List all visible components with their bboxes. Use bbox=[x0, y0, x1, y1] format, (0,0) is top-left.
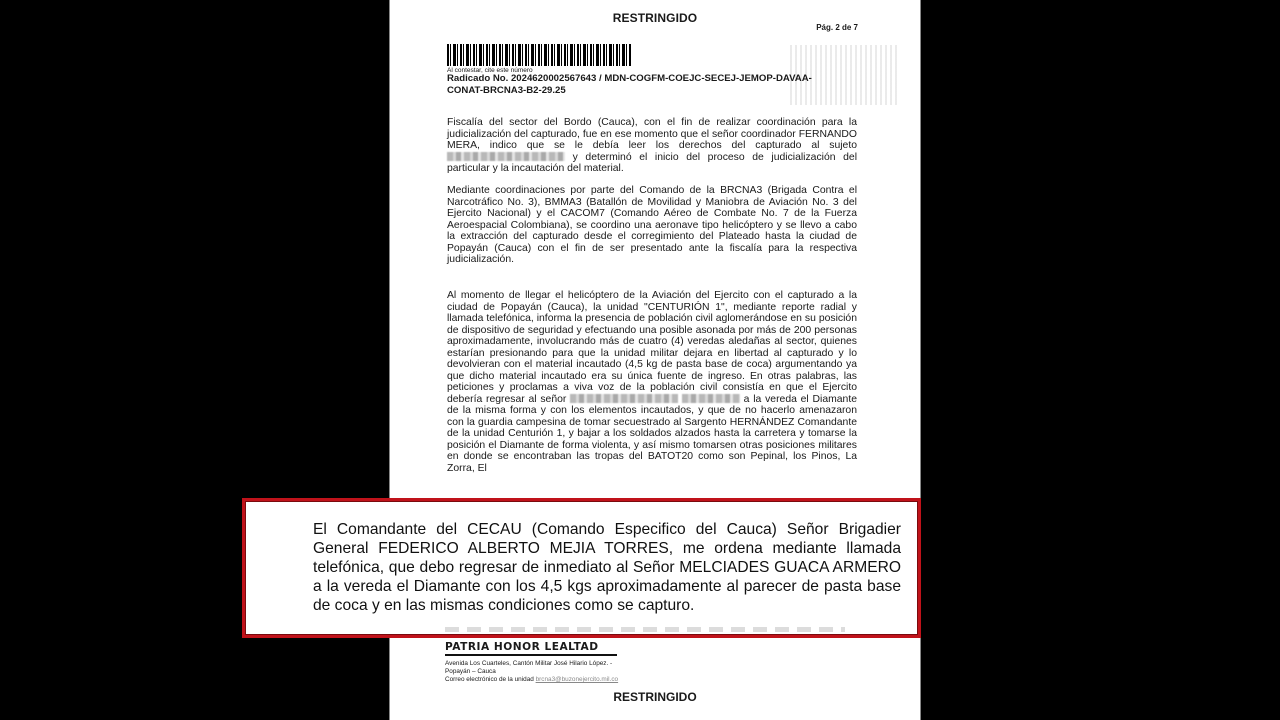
email-label: Correo electrónico de la unidad bbox=[445, 676, 536, 683]
page-number: Pág. 2 de 7 bbox=[816, 23, 858, 32]
address-line-1: Avenida Los Cuarteles, Cantón Militar José Hilario López. - bbox=[445, 660, 613, 667]
paragraph-3-text-a: Al momento de llegar el helicóptero de la Aviación del Ejercito con el capturado a la ciudad de Popayán (Cauca), la unidad "CENTURIÓN 1", mediante reporte radial y llamada telefónica, informa la presencia de población civil aglomerándose en su posición de dispositivo de seguridad y efectuando una posible asonada por más de 200 personas aproximadamente, involucrando más de cuatro (4) veredas aledañas al sector, quienes estarían presionando para que la unidad militar dejara en libertad al capturado y lo devolvieran con el material incautado (4,5 kg de pasta base de coca) argumentando ya que dicho material incautado era su única fuente de ingreso. En otras palabras, las peticiones y proclamas a viva voz de la población civil consistía en que el Ejercito debería regresar al señor bbox=[447, 290, 857, 405]
paragraph-1 bbox=[447, 117, 857, 175]
header-classification: RESTRINGIDO bbox=[612, 11, 698, 25]
email-link[interactable]: brcna3@buzonejercito.mil.co bbox=[535, 676, 619, 683]
cut-off-text-line bbox=[445, 627, 845, 632]
paragraph-1-text-b: y determinó el inicio del proceso de judicialización del particular y la incautación del material. bbox=[447, 151, 857, 174]
address-line-2: Popayán – Cauca bbox=[445, 668, 496, 675]
redacted-name bbox=[570, 394, 678, 403]
footer-motto: PATRIA HONOR LEALTAD bbox=[445, 641, 617, 656]
barcode-caption: Al contestar, cite este número bbox=[447, 67, 533, 74]
radicado-number: Radicado No. 2024620002567643 / MDN-COGFM-COEJC-SECEJ-JEMOP-DAVAA-CONAT-BRCNA3-B2-29.25 bbox=[447, 73, 812, 96]
highlighted-quote-box bbox=[242, 498, 921, 638]
footer-address bbox=[445, 660, 618, 684]
redacted-name bbox=[447, 152, 565, 161]
barcode-icon bbox=[447, 44, 632, 66]
paragraph-1-text-a: Fiscalía del sector del Bordo (Cauca), con el fin de realizar coordinación para la judicialización del capturado, fue en ese momento que el señor coordinador FERNANDO MERA, indico que se le debía leer los derechos del capturado al sujeto bbox=[447, 117, 857, 151]
paragraph-3 bbox=[447, 290, 857, 474]
email-line bbox=[445, 676, 618, 684]
footer-classification: RESTRINGIDO bbox=[613, 690, 697, 704]
redacted-name bbox=[682, 394, 740, 403]
paragraph-3-text-b: a la vereda el Diamante de la misma forma y con los elementos incautados, y que de no hacerlo amenazaron con la guardia campesina de tomar secuestrado al Sargento HERNÁNDEZ Comandante de la unidad Centurión 1, y bajar a los soldados alzados hasta la carretera y tomarse la posición el Diamante de forma violenta, y así mismo tomarsen otras posiciones militares en donde se encontraban las tropas del BATOT20 como son Pepinal, los Pinos, La Zorra, El bbox=[447, 393, 857, 474]
highlighted-quote-text: El Comandante del CECAU (Comando Especifico del Cauca) Señor Brigadier General FEDERICO ALBERTO MEJIA TORRES, me ordena mediante llamada telefónica, que debo regresar de inmediato al Señor MELCIADES GUACA ARMERO a la vereda el Diamante con los 4,5 kgs aproximadamente al parecer de pasta base de coca y en las mismas condiciones como se capturo. bbox=[313, 521, 901, 614]
paragraph-2: Mediante coordinaciones por parte del Comando de la BRCNA3 (Brigada Contra el Narcotráfico No. 3), BMMA3 (Batallón de Movilidad y Maniobra de Aviación No. 3 del Ejercito Nacional) y el CACOM7 (Comando Aéreo de Combate No. 7 de la Fuerza Aeroespacial Colombiana), se coordino una aeronave tipo helicóptero y se llevo a cabo la extracción del capturado desde el corregimiento del Plateado hasta la ciudad de Popayán (Cauca) con el fin de ser presentado ante la fiscalía para la respectiva judicialización. bbox=[447, 185, 857, 265]
